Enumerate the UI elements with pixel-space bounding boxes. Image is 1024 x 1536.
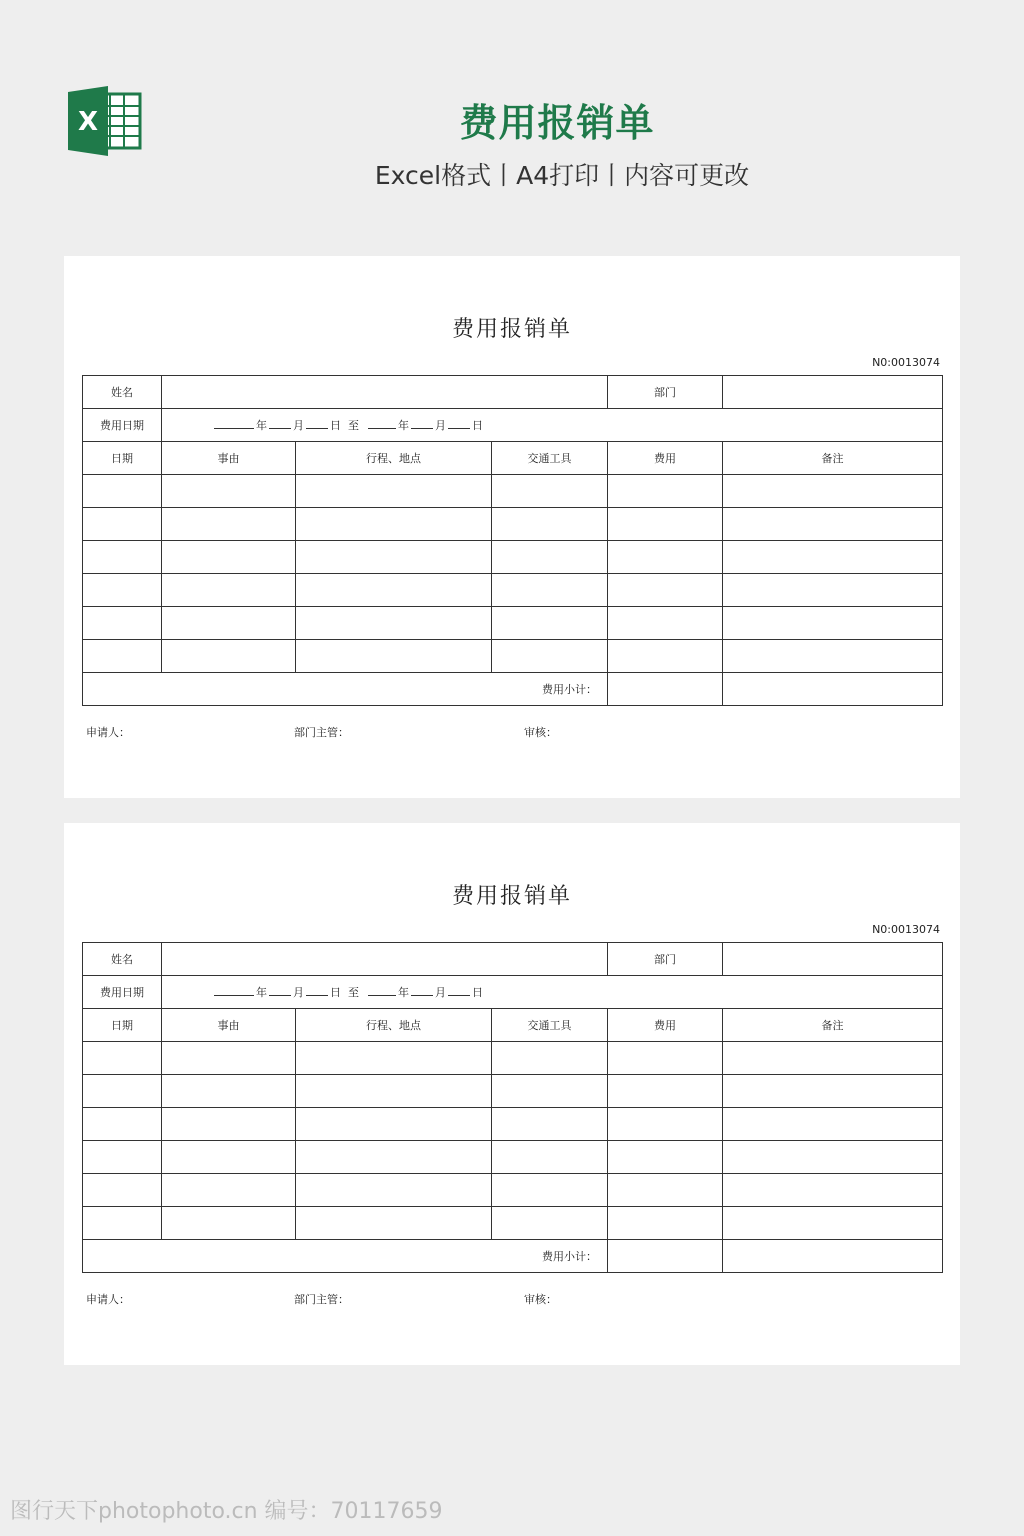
table-cell[interactable] [296, 475, 492, 508]
table-cell[interactable] [162, 607, 296, 640]
table-cell[interactable] [83, 1174, 162, 1207]
column-header: 行程、地点 [296, 1009, 492, 1042]
table-cell[interactable] [723, 541, 943, 574]
table-cell[interactable] [608, 1042, 723, 1075]
table-cell[interactable] [162, 640, 296, 673]
reviewer-label: 审核： [524, 726, 557, 739]
table-cell[interactable] [723, 607, 943, 640]
table-cell[interactable] [83, 508, 162, 541]
table-row [83, 475, 943, 508]
applicant-label: 申请人： [86, 1293, 130, 1306]
expense-date-label: 费用日期 [83, 976, 162, 1009]
table-row [83, 1141, 943, 1174]
form-title: 费用报销单 [451, 317, 572, 342]
column-header: 日期 [83, 1009, 162, 1042]
name-row [83, 943, 943, 976]
subtotal-row [83, 673, 943, 706]
table-cell[interactable] [162, 1141, 296, 1174]
table-cell[interactable] [162, 541, 296, 574]
table-cell[interactable] [492, 1042, 608, 1075]
table-cell[interactable] [296, 1174, 492, 1207]
name-field[interactable] [162, 376, 608, 409]
table-cell[interactable] [296, 1207, 492, 1240]
table-cell[interactable] [83, 640, 162, 673]
table-cell[interactable] [83, 1141, 162, 1174]
table-cell[interactable] [162, 508, 296, 541]
table-cell[interactable] [162, 574, 296, 607]
table-cell[interactable] [492, 574, 608, 607]
table-cell[interactable] [296, 1108, 492, 1141]
table-cell[interactable] [296, 574, 492, 607]
form-number: N0:0013074 [872, 923, 940, 936]
name-field[interactable] [162, 943, 608, 976]
form-card [64, 823, 960, 1365]
watermark: 图行天下photophoto.cn 编号：70117659 [10, 1499, 443, 1524]
column-header: 费用 [608, 442, 723, 475]
table-row [83, 1108, 943, 1141]
table-cell[interactable] [723, 1141, 943, 1174]
column-header: 费用 [608, 1009, 723, 1042]
subtotal-note-field[interactable] [723, 673, 943, 706]
table-cell[interactable] [608, 607, 723, 640]
table-cell[interactable] [723, 640, 943, 673]
table-cell[interactable] [492, 1141, 608, 1174]
supervisor-label: 部门主管： [294, 726, 349, 739]
table-cell[interactable] [83, 1042, 162, 1075]
subtotal-field[interactable] [608, 673, 723, 706]
applicant-label: 申请人： [86, 726, 130, 739]
table-cell[interactable] [492, 1108, 608, 1141]
subtotal-field[interactable] [608, 1240, 723, 1273]
column-header: 事由 [162, 1009, 296, 1042]
table-cell[interactable] [608, 1075, 723, 1108]
name-label: 姓名 [83, 376, 162, 409]
table-cell[interactable] [296, 640, 492, 673]
table-cell[interactable] [723, 475, 943, 508]
table-cell[interactable] [608, 1141, 723, 1174]
logo-letter: X [77, 107, 99, 137]
table-cell[interactable] [83, 607, 162, 640]
table-cell[interactable] [492, 1075, 608, 1108]
column-header: 交通工具 [492, 1009, 608, 1042]
page-title: 费用报销单 [459, 101, 655, 145]
column-header-row [83, 442, 943, 475]
table-row [83, 1075, 943, 1108]
column-header: 备注 [723, 1009, 943, 1042]
table-cell[interactable] [608, 574, 723, 607]
table-row [83, 574, 943, 607]
table-cell[interactable] [608, 541, 723, 574]
page-subtitle: Excel格式丨A4打印丨内容可更改 [374, 161, 750, 190]
form-number: N0:0013074 [872, 356, 940, 369]
table-cell[interactable] [723, 508, 943, 541]
expense-date-range[interactable]: 年 月 日 至 年 月 日 [162, 976, 943, 1009]
table-cell[interactable] [162, 1075, 296, 1108]
table-cell[interactable] [296, 1042, 492, 1075]
reviewer-label: 审核： [524, 1293, 557, 1306]
column-header: 备注 [723, 442, 943, 475]
table-cell[interactable] [723, 1042, 943, 1075]
table-cell[interactable] [162, 1042, 296, 1075]
expense-date-label: 费用日期 [83, 409, 162, 442]
column-header: 事由 [162, 442, 296, 475]
table-cell[interactable] [723, 1075, 943, 1108]
subtotal-label: 费用小计： [83, 1240, 608, 1273]
name-label: 姓名 [83, 943, 162, 976]
table-cell[interactable] [162, 1108, 296, 1141]
table-cell[interactable] [723, 574, 943, 607]
table-cell[interactable] [608, 1108, 723, 1141]
table-cell[interactable] [83, 541, 162, 574]
date-row [83, 409, 943, 442]
table-row [83, 508, 943, 541]
table-row [83, 1207, 943, 1240]
department-field[interactable] [723, 943, 943, 976]
table-row [83, 1174, 943, 1207]
table-cell[interactable] [492, 640, 608, 673]
supervisor-label: 部门主管： [294, 1293, 349, 1306]
table-cell[interactable] [492, 1207, 608, 1240]
table-cell[interactable] [296, 541, 492, 574]
column-header: 日期 [83, 442, 162, 475]
table-cell[interactable] [83, 1207, 162, 1240]
table-row [83, 1042, 943, 1075]
table-cell[interactable] [723, 1108, 943, 1141]
table-cell[interactable] [492, 607, 608, 640]
expense-date-range[interactable]: 年 月 日 至 年 月 日 [162, 409, 943, 442]
table-cell[interactable] [608, 1174, 723, 1207]
table-cell[interactable] [608, 508, 723, 541]
subtotal-row [83, 1240, 943, 1273]
table-cell[interactable] [492, 508, 608, 541]
subtotal-note-field[interactable] [723, 1240, 943, 1273]
table-cell[interactable] [296, 1075, 492, 1108]
name-row [83, 376, 943, 409]
table-cell[interactable] [608, 640, 723, 673]
table-cell[interactable] [162, 1174, 296, 1207]
table-cell[interactable] [296, 1141, 492, 1174]
table-cell[interactable] [608, 1207, 723, 1240]
table-cell[interactable] [492, 541, 608, 574]
table-cell[interactable] [296, 607, 492, 640]
table-cell[interactable] [723, 1174, 943, 1207]
table-cell[interactable] [492, 475, 608, 508]
table-cell[interactable] [162, 1207, 296, 1240]
department-label: 部门 [608, 943, 723, 976]
table-row [83, 607, 943, 640]
table-cell[interactable] [83, 475, 162, 508]
table-cell[interactable] [83, 1108, 162, 1141]
table-cell[interactable] [492, 1174, 608, 1207]
date-row [83, 976, 943, 1009]
department-label: 部门 [608, 376, 723, 409]
table-row [83, 541, 943, 574]
table-cell[interactable] [83, 574, 162, 607]
column-header-row [83, 1009, 943, 1042]
table-row [83, 640, 943, 673]
subtotal-label: 费用小计： [83, 673, 608, 706]
table-cell[interactable] [608, 475, 723, 508]
column-header: 行程、地点 [296, 442, 492, 475]
expense-table [82, 375, 943, 706]
form-title: 费用报销单 [451, 884, 572, 909]
department-field[interactable] [723, 376, 943, 409]
table-cell[interactable] [723, 1207, 943, 1240]
table-cell[interactable] [83, 1075, 162, 1108]
table-cell[interactable] [162, 475, 296, 508]
column-header: 交通工具 [492, 442, 608, 475]
form-card [64, 256, 960, 798]
expense-table [82, 942, 943, 1273]
table-cell[interactable] [296, 508, 492, 541]
